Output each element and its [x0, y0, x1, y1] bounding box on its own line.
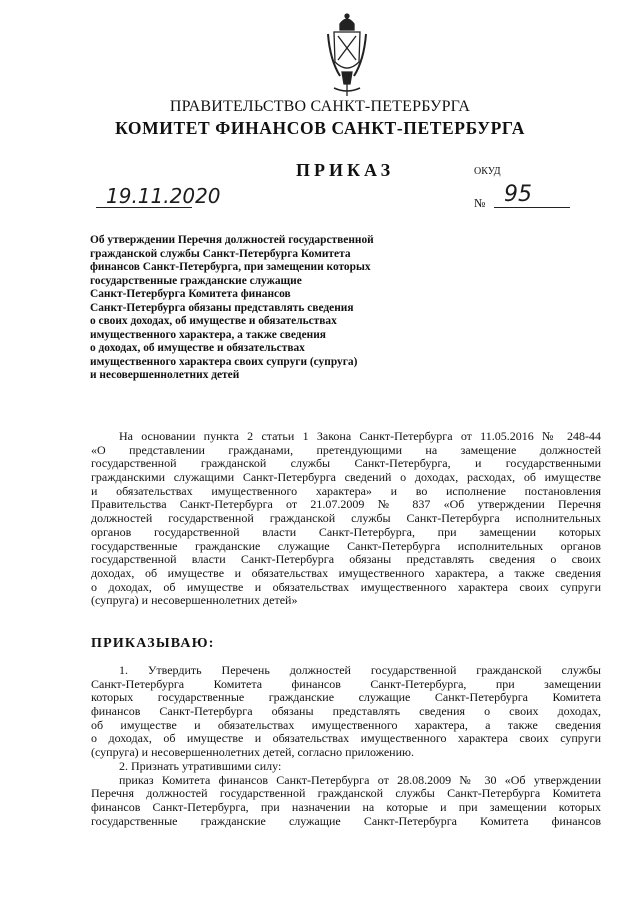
preamble-line: государственные гражданские служащие Санкт-Петербурга исполнительных органов: [91, 539, 601, 553]
item-2-line: финансов Санкт-Петербурга, при назначении на которые и при замещении которых: [91, 800, 601, 814]
order-number: 95: [504, 182, 532, 207]
date-underline: [96, 207, 192, 208]
title-line: о доходах, об имуществе и обязательствах: [90, 342, 305, 354]
title-line: имущественного характера, а также сведения: [90, 328, 326, 341]
government-name: ПРАВИТЕЛЬСТВО САНКТ-ПЕТЕРБУРГА: [169, 98, 471, 115]
okud-label: ОКУД: [474, 166, 501, 177]
preamble-line: На основании пункта 2 статьи 1 Закона Санкт-Петербурга от 11.05.2016 № 248-44: [119, 430, 601, 443]
preamble-line: доходах, об имуществе и обязательствах имущественного характера, а также сведения: [91, 566, 601, 580]
title-line: финансов Санкт-Петербурга, при замещении которых: [90, 261, 371, 273]
item-1-line: которых государственные гражданские служащие Санкт-Петербурга Комитета: [91, 691, 601, 705]
item-1-line: финансов Санкт-Петербурга обязаны представлять сведения о своих доходах,: [91, 705, 601, 719]
item-1-line: 1. Утвердить Перечень должностей государственной гражданской службы: [119, 664, 601, 677]
preamble-line: (супруга) и несовершеннолетних детей»: [91, 594, 298, 608]
preamble-line: должностей государственной гражданской службы Санкт-Петербурга исполнительных: [91, 512, 601, 526]
number-underline: [494, 207, 570, 208]
title-line: имущественного характера своих супруги (супруга): [90, 355, 358, 368]
preamble-line: о доходах, об имуществе и обязательствах имущественного характера своих супруги: [91, 580, 601, 594]
order-word: ПРИКАЗЫВАЮ:: [91, 636, 215, 651]
preamble-paragraph: [91, 430, 601, 608]
item-2-line: государственные гражданские служащие Санкт-Петербурга Комитета финансов: [91, 814, 601, 828]
spb-coat-of-arms-icon: [324, 10, 370, 98]
item-2-line: Перечня должностей государственной гражданской службы Санкт-Петербурга Комитета: [91, 787, 601, 801]
order-title: [90, 234, 400, 383]
preamble-line: «О представлении гражданами, претендующими на замещение должностей: [91, 443, 601, 457]
item-1-line: Санкт-Петербурга Комитета финансов Санкт-Петербурга, при замещении: [91, 677, 601, 691]
item-1-line: о доходах, об имуществе и обязательствах имущественного характера своих супруги: [91, 732, 601, 746]
title-line: Об утверждении Перечня должностей государственной: [90, 234, 374, 246]
title-line: государственные гражданские служащие: [90, 274, 302, 287]
preamble-line: государственной власти Санкт-Петербурга обязаны представлять сведения о своих: [91, 553, 601, 567]
item-2-line: приказ Комитета финансов Санкт-Петербурга от 28.08.2009 № 30 «Об утверждении: [119, 773, 601, 787]
preamble-line: Правительства Санкт-Петербурга от 21.07.2009 № 837 «Об утверждении Перечня: [91, 498, 601, 512]
item-2-heading: 2. Признать утратившими силу:: [119, 759, 282, 773]
document-type: ПРИКАЗ: [296, 160, 395, 180]
title-line: Санкт-Петербурга обязаны представлять сведения: [90, 301, 354, 314]
number-sign: №: [474, 196, 486, 210]
title-line: и несовершеннолетних детей: [90, 369, 240, 381]
committee-name: КОМИТЕТ ФИНАНСОВ САНКТ-ПЕТЕРБУРГА: [115, 118, 525, 138]
item-1-paragraph: [91, 664, 601, 828]
preamble-line: органов государственной власти Санкт-Петербурга, при замещении которых: [91, 525, 601, 539]
order-date: 19.11.2020: [106, 184, 221, 208]
item-1-line: об имуществе и обязательствах имущественного характера, а также сведения: [91, 718, 601, 732]
item-1-line: (супруга) и несовершеннолетних детей, согласно приложению.: [91, 746, 414, 760]
title-line: Санкт-Петербурга Комитета финансов: [90, 288, 291, 300]
preamble-line: гражданскими служащими Санкт-Петербурга сведений о доходах, расходах, об имуществе: [91, 471, 601, 485]
title-line: гражданской службы Санкт-Петербурга Комитета: [90, 247, 351, 260]
title-line: о своих доходах, об имуществе и обязательствах: [90, 315, 337, 327]
preamble-line: и обязательствах имущественного характера» и во исполнение постановления: [91, 484, 601, 498]
preamble-line: государственной гражданской службы Санкт-Петербурга, и государственными: [91, 457, 601, 471]
